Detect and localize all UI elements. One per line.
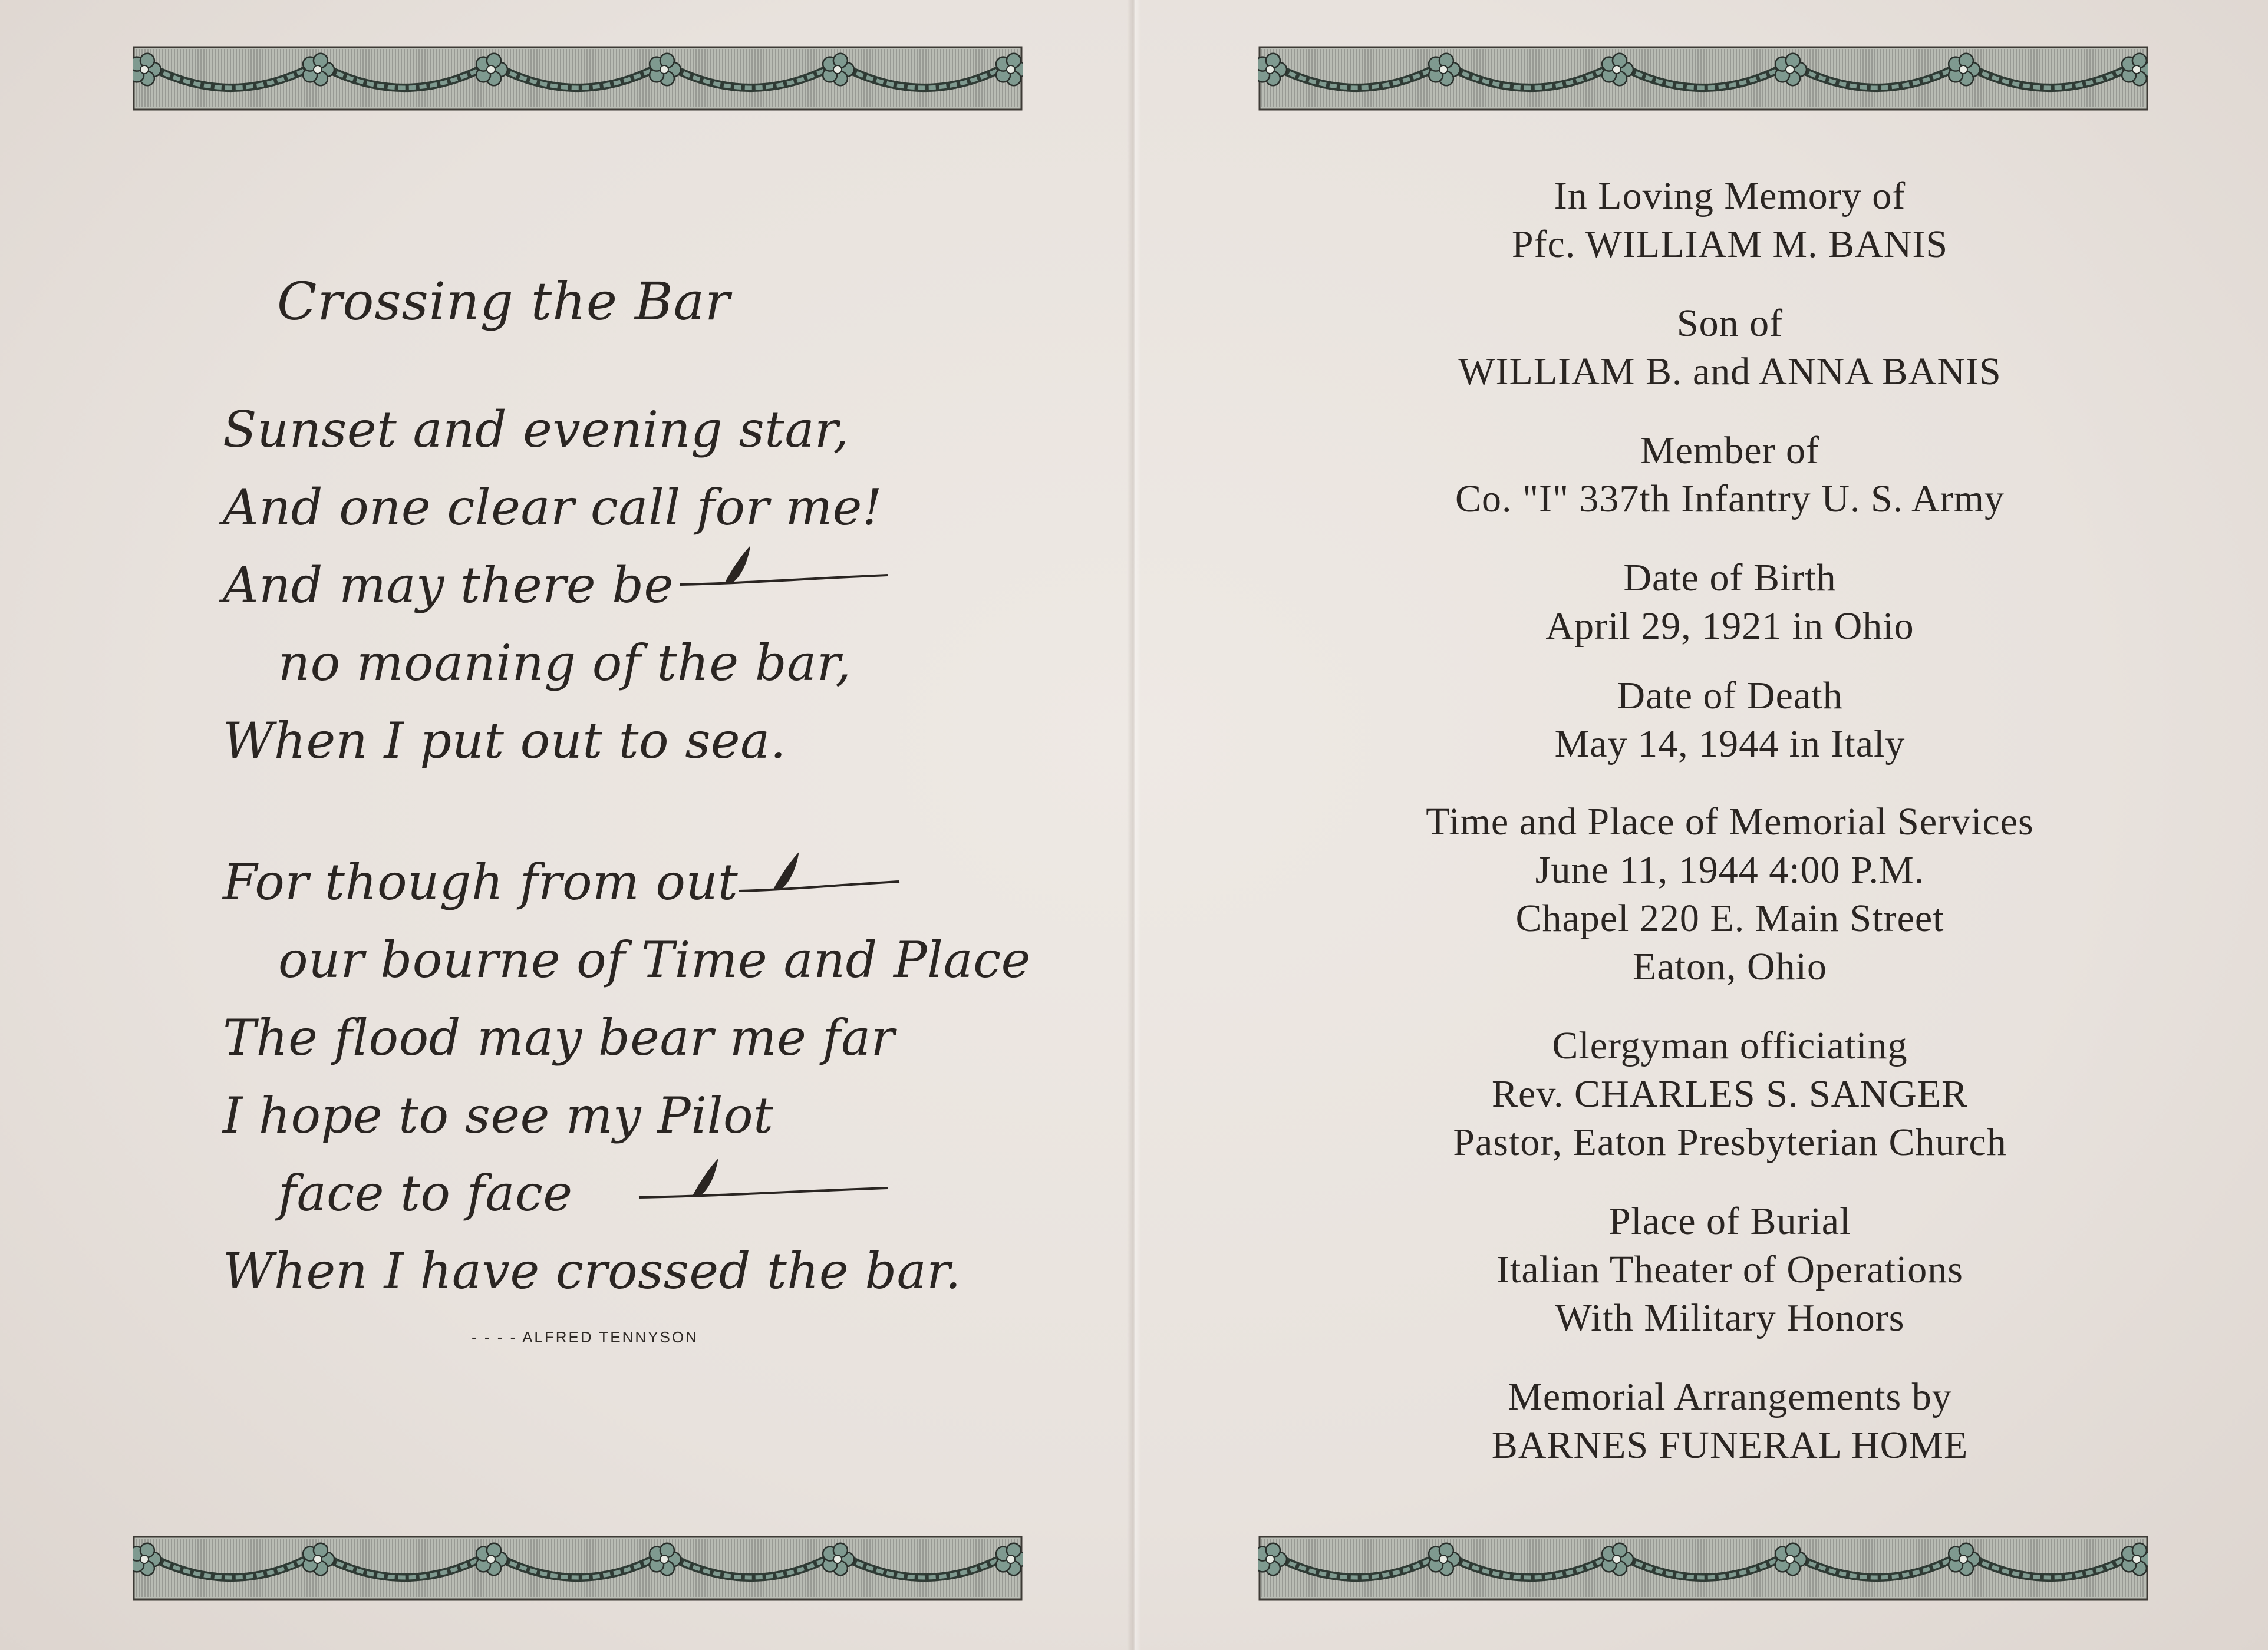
services-place: Chapel 220 E. Main Street (1515, 897, 1944, 940)
burial-label: Place of Burial (1608, 1200, 1851, 1243)
clergyman-label: Clergyman officiating (1552, 1024, 1908, 1067)
poem-line: When I have crossed the bar. (223, 1242, 961, 1300)
poem-title: Crossing the Bar (277, 271, 731, 332)
quill-dash-mark (737, 849, 902, 902)
center-fold (1127, 0, 1141, 1650)
services-label: Time and Place of Memorial Services (1426, 800, 2034, 843)
poem-line: And one clear call for me! (223, 478, 883, 536)
floral-border-top-left (133, 46, 1023, 111)
quill-dash-mark (637, 1155, 890, 1208)
arrangements-label: Memorial Arrangements by (1508, 1375, 1952, 1418)
date-of-birth-value: April 29, 1921 in Ohio (1545, 605, 1914, 648)
floral-border-top-right (1258, 46, 2148, 111)
poem-line: And may there be (223, 556, 674, 614)
son-of-label: Son of (1676, 302, 1784, 345)
in-loving-memory-heading: In Loving Memory of (1554, 174, 1906, 217)
date-of-death-label: Date of Death (1617, 674, 1843, 717)
poem-author: - - - - ALFRED TENNYSON (472, 1328, 698, 1346)
quill-dash-mark (678, 542, 890, 595)
military-unit: Co. "I" 337th Infantry U. S. Army (1455, 477, 2005, 520)
member-of-label: Member of (1640, 429, 1820, 472)
floral-border-bottom-left (133, 1536, 1023, 1600)
services-date-time: June 11, 1944 4:00 P.M. (1535, 849, 1925, 892)
burial-honors: With Military Honors (1555, 1296, 1905, 1339)
burial-place: Italian Theater of Operations (1496, 1248, 1963, 1291)
poem-line: I hope to see my Pilot (223, 1087, 774, 1144)
poem-line: Sunset and evening star, (223, 401, 849, 458)
parents-names: WILLIAM B. and ANNA BANIS (1458, 350, 2002, 393)
floral-border-bottom-right (1258, 1536, 2148, 1600)
deceased-name: Pfc. WILLIAM M. BANIS (1511, 223, 1949, 266)
date-of-death-value: May 14, 1944 in Italy (1554, 722, 1906, 765)
date-of-birth-label: Date of Birth (1623, 556, 1837, 599)
clergyman-name: Rev. CHARLES S. SANGER (1492, 1072, 1968, 1116)
funeral-home-name: BARNES FUNERAL HOME (1491, 1424, 1969, 1467)
poem-line: When I put out to sea. (223, 712, 786, 770)
poem-line: no moaning of the bar, (278, 634, 852, 692)
poem-line: The flood may bear me far (223, 1009, 895, 1067)
poem-line: face to face (278, 1164, 573, 1222)
services-city: Eaton, Ohio (1633, 945, 1827, 988)
poem-line: our bourne of Time and Place (278, 931, 1031, 989)
clergyman-title: Pastor, Eaton Presbyterian Church (1453, 1121, 2007, 1164)
poem-line: For though from out (223, 853, 739, 911)
